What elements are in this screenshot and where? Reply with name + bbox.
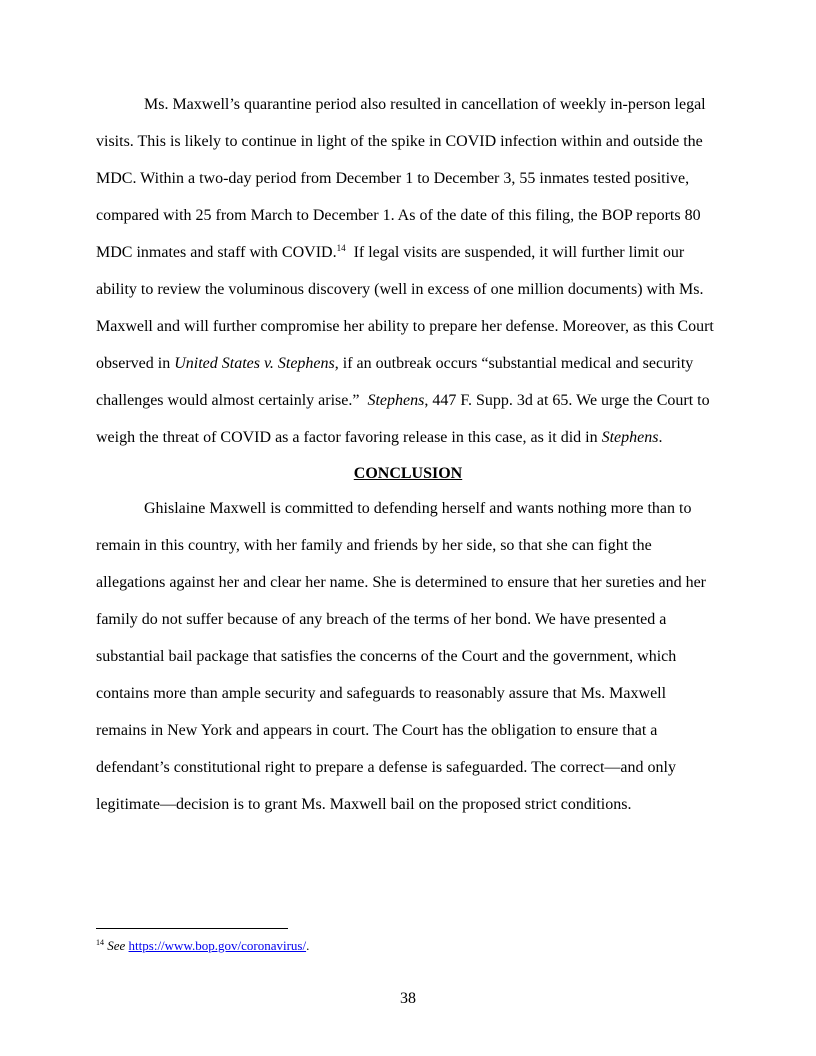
paragraph-line: legitimate—decision is to grant Ms. Maxwell bail on the proposed strict conditions.: [96, 796, 632, 813]
paragraph-line: [96, 244, 684, 263]
paragraph-line: contains more than ample security and safeguards to reasonably assure that Ms. Maxwell: [96, 685, 667, 702]
line-text: observed in: [96, 355, 175, 372]
paragraph-line: remain in this country, with her family and friends by her side, so that she can fight the: [96, 537, 652, 554]
line-text: challenges would almost certainly arise.”: [96, 392, 368, 409]
line-text: , 447 F. Supp. 3d at 65. We urge the Court to: [424, 392, 710, 409]
footnote-number: 14: [96, 938, 104, 947]
paragraph-line: compared with 25 from March to December 1. As of the date of this filing, the BOP reports 80: [96, 207, 701, 224]
paragraph-line: substantial bail package that satisfies the concerns of the Court and the government, which: [96, 648, 677, 665]
paragraph-line: visits. This is likely to continue in light of the spike in COVID infection within and outside the: [96, 133, 703, 150]
footnote-trailing: .: [306, 938, 310, 953]
paragraph-line: [96, 355, 693, 373]
footnote-separator: [96, 928, 288, 929]
case-citation: United States v. Stephens: [174, 355, 335, 372]
line-text: , if an outbreak occurs “substantial medical and security: [334, 355, 694, 372]
footnote-signal: See: [107, 938, 126, 953]
paragraph-line: allegations against her and clear her name. She is determined to ensure that her sureties and her: [96, 574, 706, 591]
case-citation: Stephens: [601, 429, 659, 446]
line-text: MDC inmates and staff with COVID.: [96, 244, 337, 261]
paragraph-line: Ms. Maxwell’s quarantine period also resulted in cancellation of weekly in-person legal: [144, 96, 706, 113]
paragraph-line: remains in New York and appears in court. The Court has the obligation to ensure that a: [96, 722, 658, 739]
footnote-link[interactable]: https://www.bop.gov/coronavirus/: [128, 938, 307, 953]
line-text: weigh the threat of COVID as a factor favoring release in this case, as it did in: [96, 429, 602, 446]
paragraph-line: defendant’s constitutional right to prepare a defense is safeguarded. The correct—and only: [96, 759, 676, 776]
paragraph-line: [96, 392, 710, 410]
case-citation: Stephens: [367, 392, 425, 409]
line-text: If legal visits are suspended, it will further limit our: [345, 244, 685, 261]
paragraph-line: MDC. Within a two-day period from December 1 to December 3, 55 inmates tested positive,: [96, 170, 690, 187]
paragraph-line: family do not suffer because of any breach of the terms of her bond. We have presented a: [96, 611, 667, 628]
paragraph-line: ability to review the voluminous discovery (well in excess of one million documents) with Ms.: [96, 281, 704, 298]
paragraph-line: Ghislaine Maxwell is committed to defending herself and wants nothing more than to: [144, 500, 692, 517]
section-heading-conclusion: CONCLUSION: [353, 465, 463, 482]
paragraph-line: Maxwell and will further compromise her ability to prepare her defense. Moreover, as this Court: [96, 318, 714, 335]
page-number: 38: [400, 990, 416, 1007]
line-text: .: [658, 429, 663, 446]
paragraph-line: [96, 429, 662, 447]
footnote-reference: 14: [336, 243, 346, 253]
footnote-14: [96, 938, 309, 955]
